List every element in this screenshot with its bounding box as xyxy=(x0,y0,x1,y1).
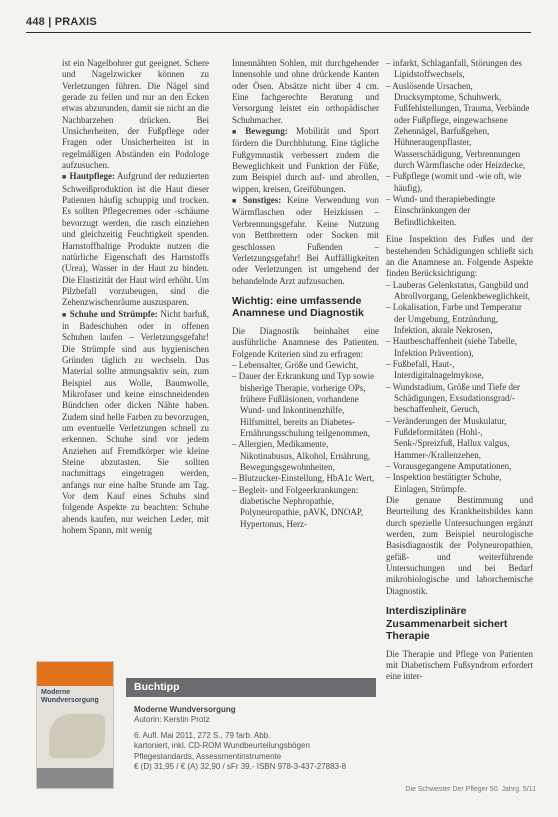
page-number: 448 | PRAXIS xyxy=(26,16,97,28)
text-column-1 xyxy=(62,58,209,658)
book-cover-illustration xyxy=(49,714,105,758)
paragraph: ■ Schuhe und Strümpfe: Nicht barfuß, in Badeschuhen oder in offenen Schuhen laufen – Verletzungsgefahr! Die Strümpfe sind aus hygienischen Gründen täglich zu wechseln. Das Material sollte atmungsaktiv sein, zum Beispiel aus Wolle, Baumwolle, Mikrofaser und keine einschneidenden Bündchen oder dicken Nähte haben. Zudem sind helle Farben zu bevorzugen, um eventuelle Verletzungen schnell zu erkennen. Schuhe sind vor jedem Anziehen auf Fremdkörper wie kleine Steine abzutasten. Sie sollten nachmittags eingetragen werden, anfangs nur eine halbe Stunde am Tag. Vor dem Kauf eines Schuhs sind folgende Aspekte zu beachten: Schuhe abends kaufen, nur weichen Leder, mit hohem Spann, mit wenig xyxy=(62,308,209,536)
page-header xyxy=(26,6,531,33)
list-item: – Hautbeschaffenheit (siehe Tabelle, Infektion Prävention), xyxy=(386,336,533,359)
book-tip-box xyxy=(36,661,376,793)
book-cover-image xyxy=(36,661,114,789)
list-item: – Auslösende Ursachen, Drucksymptome, Schuhwerk, Fußfehlstellungen, Trauma, Verbände oder Fußpflege, eingewachsene Zehennägel, Barfußgehen, Hühneraugenpflaster, Wasserschädigung, Verbrennungen durch Wärmflasche oder Heizdecke, xyxy=(386,81,533,172)
list-item: – Wund- und therapiebedingte Einschränkungen der Befindlichkeiten. xyxy=(386,194,533,228)
square-bullet-icon: ■ xyxy=(62,173,67,182)
book-extras: Pflegestandards, Assessmentinstrumente xyxy=(134,751,282,761)
square-bullet-icon: ■ xyxy=(232,128,243,137)
book-cover-footer xyxy=(37,768,113,788)
list-item: – Fußpflege (womit und -wie oft, wie häufig), xyxy=(386,171,533,194)
book-extras: kartoniert, inkl. CD-ROM Wundbeurteilungsbögen xyxy=(134,741,310,751)
list-item: – Blutzucker-Einstellung, HbA1c Wert, xyxy=(232,473,379,484)
list-item: – Begleit- und Folgeerkrankungen: diabetische Nephropathie, Polyneuropathie, pAVK, DNOAP, Hypertonus, Herz- xyxy=(232,485,379,530)
book-cover-band xyxy=(37,662,113,686)
book-cover-title: Moderne Wundversorgung xyxy=(41,689,99,704)
paragraph: ■ Bewegung: Mobilität und Sport fördern die Durchblutung. Eine tägliche Fußgymnastik verbessert zudem die Beweglichkeit und Funktion der Füße, zum Beispiel durch auf- und abrollen, wippen, kreisen, Greifübungen. xyxy=(232,126,379,194)
section-heading: Wichtig: eine umfassende Anamnese und Diagnostik xyxy=(232,294,364,320)
page-footer: Die Schwester Der Pfleger 50. Jahrg. 5/11 xyxy=(405,786,536,793)
list-item: – Veränderungen der Muskulatur, Fußdeformitäten (Hohl-, Senk-/Spreizfuß, Hallux valgus, Hammer-/Krallenzehen, xyxy=(386,416,533,461)
list-item: – infarkt, Schlaganfall, Störungen des Lipidstoffwechsels, xyxy=(386,58,533,81)
paragraph: Die genaue Bestimmung und Beurteilung des Krankheitsbildes kann durch spezielle Untersuchungen ergänzt werden, zum Beispiel neurologische Basisdiagnostik der Polyneuropathien, gefäß- und weiterführende Untersuchungen und bei Bedarf mikrobiologische und laborchemische Diagnostik. xyxy=(386,495,533,596)
book-author: Autorin: Kerstin Protz xyxy=(134,715,210,725)
paragraph: Innennähten Sohlen, mit durchgehender Innensohle und ohne drückende Kanten oder Ösen. Absätze nicht über 4 cm. Eine fachgerechte Beratung und Versorgung leistet ein orthopädischer Schuhmacher. xyxy=(232,58,379,125)
section-heading: Interdisziplinäre Zusammenarbeit sichert Therapie xyxy=(386,605,508,643)
book-edition: 6. Aufl. Mai 2011, 272 S., 79 farb. Abb. xyxy=(134,730,271,740)
book-tip-label: Buchtipp xyxy=(126,678,376,697)
list-item: – Dauer der Erkrankung und Typ sowie bisherige Therapie, vorherige OPs, frühere Fußläsionen, vorhandene Wund- und Inkontinenzhilfe, Hilfsmittel, bereits an Diabetes-Ernährungsschulung teilgenommen, xyxy=(232,371,379,439)
square-bullet-icon: ■ xyxy=(232,197,240,206)
square-bullet-icon: ■ xyxy=(62,310,67,319)
paragraph: ist ein Nagelbohrer gut geeignet. Schere und Nagelzwicker können zu Verletzungen führen. Die Nägel sind gerade zu feilen und nur an den Ecken etwas abzurunden, damit sie nicht an die Nachbarzehen drücken. Bei Unsicherheiten, der Fußpflege oder Fragen oder Unsicherheiten ist in regelmäßigen Abständen ein Podologe aufzusuchen. xyxy=(62,58,209,171)
text-column-3 xyxy=(386,58,533,683)
paragraph: Die Diagnostik beinhaltet eine ausführliche Anamnese des Patienten. Folgende Kriterien sind zu erfragen: xyxy=(232,325,379,359)
book-title: Moderne Wundversorgung xyxy=(134,705,236,714)
list-item: – Fußbefall, Haut-, Interdigitalnagelmykose, xyxy=(386,359,533,382)
list-item: – Vorausgegangene Amputationen, xyxy=(386,461,533,472)
list-item: – Allergien, Medikamente, Nikotinabusus, Alkohol, Ernährung, Bewegungsgewohnheiten, xyxy=(232,439,379,473)
paragraph: ■ Hautpflege: Aufgrund der reduzierten Schweißproduktion ist die Haut dieser Patienten häufig schuppig und trocken. Es sollten Pflegecremes oder -schäume bevorzugt werden, die rasch einziehen und gleichzeitig Feuchtigkeit spenden. Harnstoffhaltige Produkte nutzen die natürliche Eigenschaft des Harnstoffs (Urea), Wasser in der Haut zu binden. Die Elastizität der Haut wird erhöht. Um Pilzbefall vorzubeugen, sind die Zehenzwischenräume auszusparen. xyxy=(62,171,209,308)
list-item: – Lokalisation, Farbe und Temperatur der Umgebung, Entzündung, Infektion, akrale Nekrosen, xyxy=(386,302,533,336)
list-item: – Inspektion bestätigter Schuhe, Einlagen, Strümpfe. xyxy=(386,472,533,495)
list-item: – Lebensalter, Größe und Gewicht, xyxy=(232,360,379,371)
book-tip-details xyxy=(134,705,374,772)
book-price-isbn: € (D) 31,95 / € (A) 32,90 / sFr 39,- ISBN 978-3-437-27883-8 xyxy=(134,762,347,772)
list-item: – Wundstadium, Größe und Tiefe der Schädigungen, Exsudationsgrad/-beschaffenheit, Geruch, xyxy=(386,382,533,416)
paragraph: Eine Inspektion des Fußes und der bestehenden Schädigungen schließt sich an die Anamnese an. Folgende Aspekte finden Berücksichtigung: xyxy=(386,234,533,279)
paragraph: ■ Sonstiges: Keine Verwendung von Wärmflaschen oder Heizkissen – Verbrennungsgefahr. Keine Nutzung von Bettbrettern oder Socken mit geschlossen Fußenden – Verletzungsgefahr! Bei Auffälligkeiten oder Verletzungen ist umgehend der behandelnde Arzt aufzusuchen. xyxy=(232,195,379,286)
list-item: – Lauberas Gelenkstatus, Gangbild und Abrollvorgang, Gelenkbeweglichkeit, xyxy=(386,280,533,303)
text-column-2 xyxy=(232,58,379,530)
paragraph: Die Therapie und Pflege von Patienten mit Diabetischem Fußsyndrom erfordert eine inter- xyxy=(386,648,533,682)
